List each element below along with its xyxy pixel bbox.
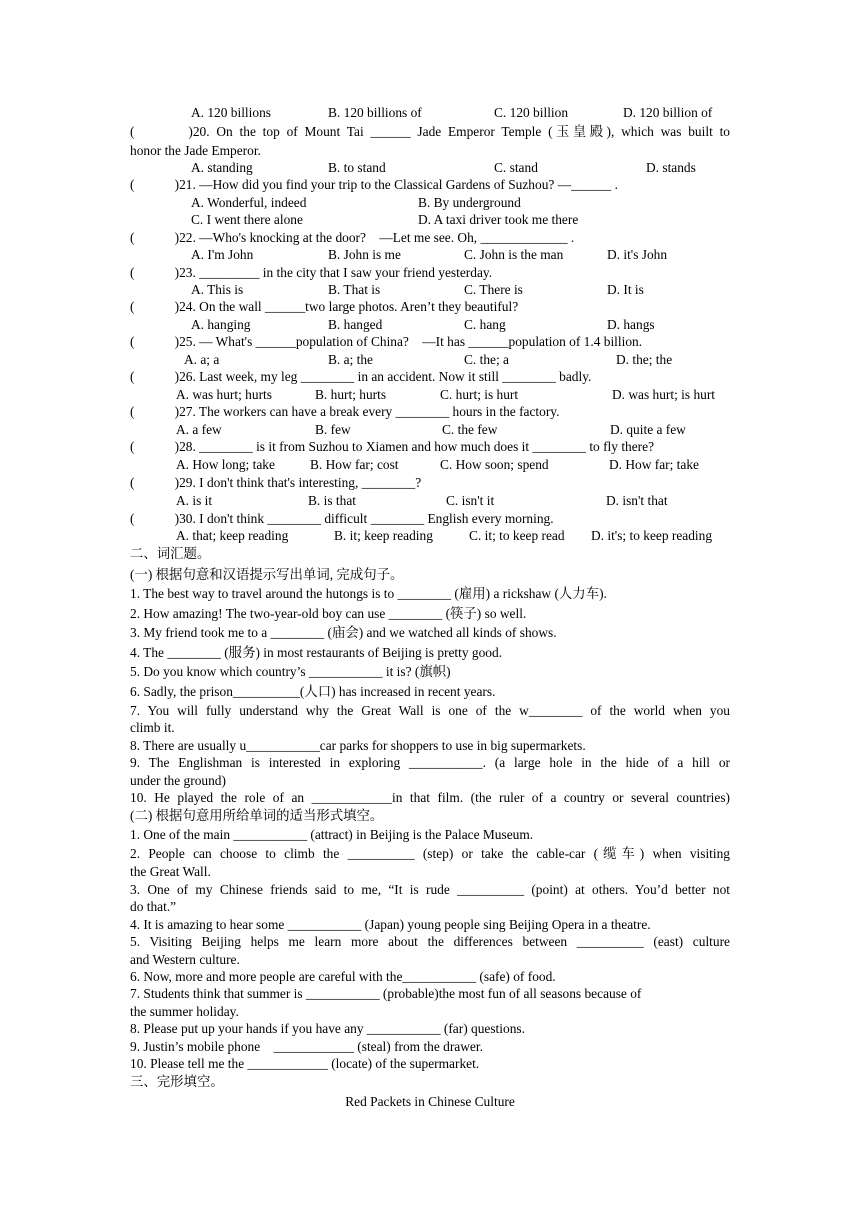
part1-item: 5. Do you know which country’s ___________ it is? (旗帜) — [130, 664, 451, 679]
part1-item: 3. My friend took me to a ________ (庙会) and we watched all kinds of shows. — [130, 625, 557, 640]
part1-item: 2. How amazing! The two-year-old boy can use ________ (筷子) so well. — [130, 606, 527, 621]
q25-option-c: C. the; a — [464, 352, 509, 367]
q26-stem: ( )26. Last week, my leg ________ in an accident. Now it still ________ badly. — [130, 369, 592, 384]
q23-option-c: C. There is — [464, 282, 523, 297]
part1-item: 10. He played the role of an ____________in that film. (the ruler of a country or several countries) — [130, 790, 730, 805]
q25-option-b: B. a; the — [328, 352, 373, 367]
q20-option-a: A. standing — [191, 160, 253, 175]
q27-options — [130, 421, 730, 439]
part2-item-continued: the Great Wall. — [130, 864, 211, 879]
q30-stem: ( )30. I don't think ________ difficult ________ English every morning. — [130, 511, 554, 526]
q28-option-d: D. How far; take — [609, 457, 699, 472]
q30-option-d: D. it's; to keep reading — [591, 528, 713, 543]
part1-item: 1. The best way to travel around the hutongs is to ________ (雇用) a rickshaw (人力车). — [130, 586, 607, 601]
q28-option-b: B. How far; cost — [310, 457, 399, 472]
q21-options-row1 — [130, 194, 730, 212]
q29-options — [130, 492, 730, 510]
part2-item: 1. One of the main ___________ (attract) in Beijing is the Palace Museum. — [130, 827, 534, 842]
part2-item: 5. Visiting Beijing helps me learn more about the differences between __________ (east) culture — [130, 934, 730, 949]
part1-item: 8. There are usually u___________car parks for shoppers to use in big supermarkets. — [130, 738, 586, 753]
q20-options — [130, 159, 730, 177]
q28-option-a: A. How long; take — [176, 457, 275, 472]
q26-option-d: D. was hurt; is hurt — [612, 387, 716, 402]
q20-stem: ( )20. On the top of Mount Tai ______ Jade Emperor Temple (玉皇殿), which was built to — [130, 124, 730, 139]
q28-stem: ( )28. ________ is it from Suzhou to Xiamen and how much does it ________ to fly there? — [130, 439, 655, 454]
q20-option-d: D. stands — [646, 160, 696, 175]
part2-item: 8. Please put up your hands if you have any ___________ (far) questions. — [130, 1021, 525, 1036]
q19-option-a: A. 120 billions — [191, 105, 271, 120]
part2-item-continued: do that.” — [130, 899, 177, 914]
q28-option-c: C. How soon; spend — [440, 457, 549, 472]
q26-option-a: A. was hurt; hurts — [176, 387, 272, 402]
q29-stem: ( )29. I don't think that's interesting, ________? — [130, 475, 422, 490]
part1-heading: (一) 根据句意和汉语提示写出单词, 完成句子。 — [130, 567, 404, 582]
q23-option-b: B. That is — [328, 282, 381, 297]
q27-option-d: D. quite a few — [610, 422, 686, 437]
q21-options-row2 — [130, 211, 730, 229]
part1-item: 7. You will fully understand why the Great Wall is one of the w________ of the world when you — [130, 703, 730, 718]
part1-item-continued: climb it. — [130, 720, 175, 735]
q21-option-a: A. Wonderful, indeed — [191, 195, 307, 210]
q29-option-c: C. isn't it — [446, 493, 495, 508]
q28-options — [130, 456, 730, 474]
part2-item: 7. Students think that summer is ___________ (probable)the most fun of all seasons because of — [130, 986, 642, 1001]
q30-option-a: A. that; keep reading — [176, 528, 289, 543]
q25-stem: ( )25. — What's ______population of China? —It has ______population of 1.4 billion. — [130, 334, 643, 349]
q22-option-c: C. John is the man — [464, 247, 564, 262]
q30-options — [130, 527, 730, 545]
q20-stem-continued: honor the Jade Emperor. — [130, 143, 261, 158]
q29-option-b: B. is that — [308, 493, 356, 508]
q27-option-a: A. a few — [176, 422, 222, 437]
q24-option-c: C. hang — [464, 317, 506, 332]
q23-option-a: A. This is — [191, 282, 244, 297]
q20-option-b: B. to stand — [328, 160, 386, 175]
q30-option-b: B. it; keep reading — [334, 528, 433, 543]
q19-options — [130, 104, 730, 122]
q19-option-d: D. 120 billion of — [623, 105, 713, 120]
part2-item: 9. Justin’s mobile phone ____________ (steal) from the drawer. — [130, 1039, 483, 1054]
q21-option-b: B. By underground — [418, 195, 521, 210]
part1-item: 4. The ________ (服务) in most restaurants of Beijing is pretty good. — [130, 645, 503, 660]
q21-stem: ( )21. —How did you find your trip to the Classical Gardens of Suzhou? —______ . — [130, 177, 618, 192]
q22-option-b: B. John is me — [328, 247, 401, 262]
part1-item: 6. Sadly, the prison__________(人口) has increased in recent years. — [130, 684, 496, 699]
part2-item: 4. It is amazing to hear some ___________ (Japan) young people sing Beijing Opera in a theatre. — [130, 917, 651, 932]
q27-stem: ( )27. The workers can have a break every ________ hours in the factory. — [130, 404, 560, 419]
q20-option-c: C. stand — [494, 160, 538, 175]
part1-item-continued: under the ground) — [130, 773, 226, 788]
q24-stem: ( )24. On the wall ______two large photos. Aren’t they beautiful? — [130, 299, 519, 314]
q29-option-d: D. isn't that — [606, 493, 668, 508]
q23-options — [130, 281, 730, 299]
q23-option-d: D. It is — [607, 282, 644, 297]
q22-option-a: A. I'm John — [191, 247, 254, 262]
q19-option-c: C. 120 billion — [494, 105, 569, 120]
q23-stem: ( )23. _________ in the city that I saw your friend yesterday. — [130, 265, 493, 280]
q22-stem: ( )22. —Who's knocking at the door? —Let me see. Oh, _____________ . — [130, 230, 575, 245]
q27-option-b: B. few — [315, 422, 351, 437]
q19-option-b: B. 120 billions of — [328, 105, 422, 120]
q24-option-b: B. hanged — [328, 317, 383, 332]
q26-option-b: B. hurt; hurts — [315, 387, 387, 402]
part2-item: 6. Now, more and more people are careful with the___________ (safe) of food. — [130, 969, 556, 984]
q22-options — [130, 246, 730, 264]
section3-heading: 三、完形填空。 — [130, 1074, 224, 1089]
part2-item-continued: and Western culture. — [130, 952, 240, 967]
q25-options — [130, 351, 730, 369]
q24-options — [130, 316, 730, 334]
q24-option-d: D. hangs — [607, 317, 655, 332]
part2-heading: (二) 根据句意用所给单词的适当形式填空。 — [130, 808, 384, 823]
part2-item: 3. One of my Chinese friends said to me, “It is rude __________ (point) at others. You’d better not — [130, 882, 730, 897]
part1-item: 9. The Englishman is interested in exploring ___________. (a large hole in the hide of a hill or — [130, 755, 730, 770]
q21-option-c: C. I went there alone — [191, 212, 303, 227]
q22-option-d: D. it's John — [607, 247, 668, 262]
part2-item: 10. Please tell me the ____________ (locate) of the supermarket. — [130, 1056, 480, 1071]
q29-option-a: A. is it — [176, 493, 213, 508]
q26-options — [130, 386, 730, 404]
q27-option-c: C. the few — [442, 422, 498, 437]
passage-title: Red Packets in Chinese Culture — [345, 1094, 515, 1109]
q30-option-c: C. it; to keep read — [469, 528, 565, 543]
section2-heading: 二、词汇题。 — [130, 546, 211, 561]
q24-option-a: A. hanging — [191, 317, 251, 332]
part2-item: 2. People can choose to climb the __________ (step) or take the cable-car (缆车) when visiting — [130, 846, 730, 861]
q26-option-c: C. hurt; is hurt — [440, 387, 519, 402]
part2-item-continued: the summer holiday. — [130, 1004, 239, 1019]
q21-option-d: D. A taxi driver took me there — [418, 212, 579, 227]
q25-option-d: D. the; the — [616, 352, 673, 367]
q25-option-a: A. a; a — [184, 352, 220, 367]
